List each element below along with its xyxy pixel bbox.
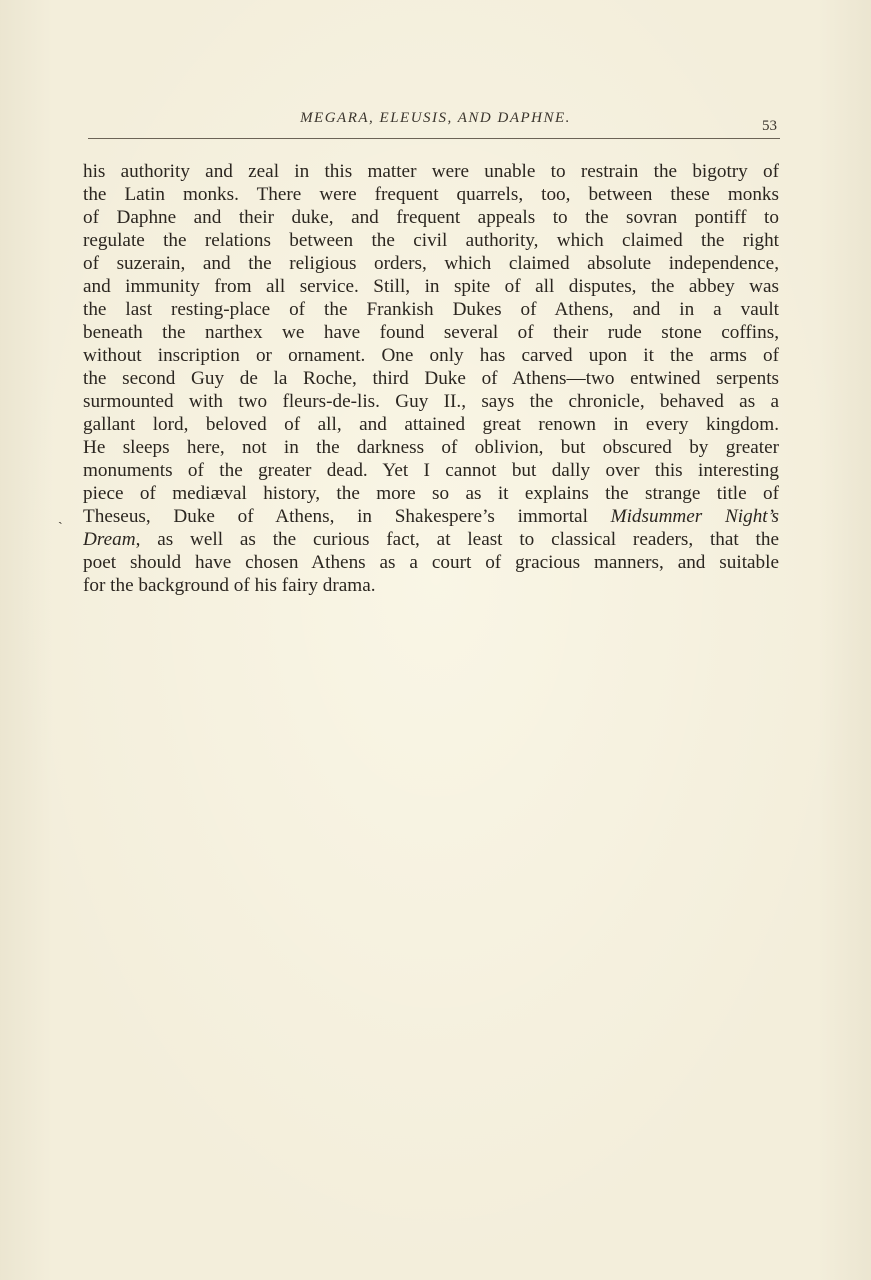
text-line: Dream, as well as the curious fact, at least to classical readers, that the <box>83 529 779 550</box>
running-head: MEGARA, ELEUSIS, AND DAPHNE. <box>300 110 571 126</box>
text-line: his authority and zeal in this matter were unable to restrain the bigotry of <box>83 161 779 182</box>
text-line: He sleeps here, not in the darkness of oblivion, but obscured by greater <box>83 437 779 458</box>
margin-mark: ˎ <box>58 510 63 525</box>
text-line: surmounted with two fleurs-de-lis. Guy II., says the chronicle, behaved as a <box>83 391 779 412</box>
text-line: regulate the relations between the civil authority, which claimed the right <box>83 230 779 251</box>
text-line: monuments of the greater dead. Yet I cannot but dally over this interesting <box>83 460 779 481</box>
play-title-italic: Dream <box>83 529 136 550</box>
text-line: gallant lord, beloved of all, and attained great renown in every kingdom. <box>83 414 779 435</box>
text-line: the second Guy de la Roche, third Duke of Athens—two entwined serpents <box>83 368 779 389</box>
play-title-italic: Midsummer Night’s <box>610 506 779 527</box>
text-line: Theseus, Duke of Athens, in Shakespere’s immortal Midsummer Night’s <box>83 506 779 527</box>
text-line: and immunity from all service. Still, in spite of all disputes, the abbey was <box>83 276 779 297</box>
page-number: 53 <box>762 118 777 134</box>
text-line: of Daphne and their duke, and frequent appeals to the sovran pontiff to <box>83 207 779 228</box>
text-line: poet should have chosen Athens as a court of gracious manners, and suitable <box>83 552 779 573</box>
text-line: the Latin monks. There were frequent quarrels, too, between these monks <box>83 184 779 205</box>
text-line: piece of mediæval history, the more so as it explains the strange title of <box>83 483 779 504</box>
text-line: the last resting-place of the Frankish Dukes of Athens, and in a vault <box>83 299 779 320</box>
body-paragraph <box>83 160 779 597</box>
text-line: without inscription or ornament. One only has carved upon it the arms of <box>83 345 779 366</box>
text-line: of suzerain, and the religious orders, which claimed absolute independence, <box>83 253 779 274</box>
text-line: beneath the narthex we have found several of their rude stone coffins, <box>83 322 779 343</box>
header-rule <box>88 138 780 139</box>
text-line: for the background of his fairy drama. <box>83 575 376 596</box>
